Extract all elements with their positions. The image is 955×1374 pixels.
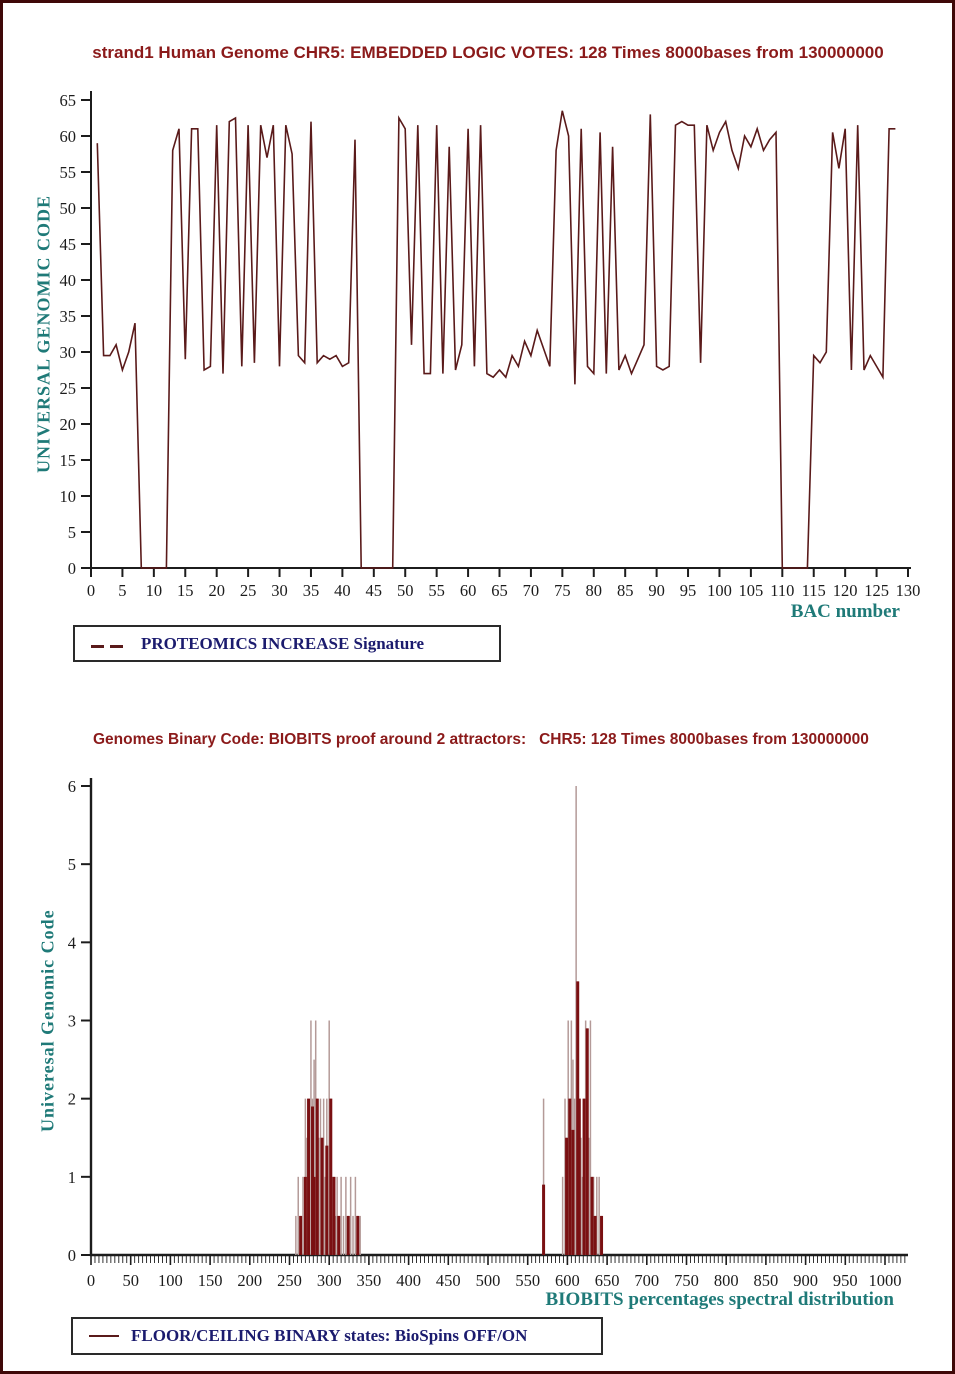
svg-text:0: 0: [67, 559, 76, 578]
svg-text:90: 90: [648, 581, 665, 600]
top-chart-y-axis-label: UNIVERSAL GENOMIC CODE: [33, 194, 54, 474]
svg-text:35: 35: [59, 307, 76, 326]
svg-text:35: 35: [302, 581, 320, 600]
svg-text:75: 75: [554, 581, 571, 600]
svg-text:1000: 1000: [868, 1271, 902, 1290]
bottom-chart-x-axis-label: BIOBITS percentages spectral distribution: [545, 1289, 894, 1310]
bottom-chart-axes: [68, 777, 908, 1290]
svg-text:20: 20: [208, 581, 225, 600]
svg-text:800: 800: [713, 1271, 739, 1290]
svg-text:900: 900: [793, 1271, 818, 1290]
dashed-line-legend-marker: [91, 635, 129, 653]
svg-text:50: 50: [59, 199, 76, 218]
svg-text:65: 65: [491, 581, 508, 600]
svg-text:55: 55: [59, 163, 76, 182]
svg-text:60: 60: [459, 581, 477, 600]
svg-text:25: 25: [59, 379, 76, 398]
svg-text:150: 150: [197, 1271, 223, 1290]
svg-text:55: 55: [428, 581, 445, 600]
svg-text:15: 15: [177, 581, 194, 600]
svg-text:650: 650: [594, 1271, 620, 1290]
svg-text:700: 700: [634, 1271, 660, 1290]
svg-text:10: 10: [145, 581, 163, 600]
svg-text:30: 30: [59, 343, 76, 362]
svg-text:110: 110: [770, 581, 795, 600]
biospins-stem-series: [296, 786, 602, 1255]
svg-text:550: 550: [515, 1271, 541, 1290]
svg-text:80: 80: [585, 581, 603, 600]
top-chart-axes: [60, 91, 921, 600]
svg-text:500: 500: [475, 1271, 501, 1290]
svg-text:2: 2: [67, 1089, 76, 1109]
svg-text:400: 400: [396, 1271, 421, 1290]
top-chart-x-axis-label: BAC number: [790, 601, 900, 622]
top-chart-legend: [73, 625, 501, 662]
svg-text:40: 40: [59, 271, 76, 290]
svg-text:105: 105: [738, 581, 764, 600]
svg-text:30: 30: [271, 581, 288, 600]
svg-text:0: 0: [86, 581, 96, 600]
svg-text:450: 450: [435, 1271, 461, 1290]
proteomics-signature-line: [97, 111, 895, 568]
svg-text:6: 6: [67, 777, 76, 796]
svg-text:950: 950: [832, 1271, 858, 1290]
svg-text:300: 300: [316, 1271, 342, 1290]
svg-text:0: 0: [86, 1271, 96, 1290]
bottom-chart-legend: [71, 1317, 603, 1355]
svg-text:95: 95: [679, 581, 697, 600]
svg-text:15: 15: [59, 451, 76, 470]
svg-text:3: 3: [67, 1011, 76, 1031]
bottom-chart-plot: [3, 758, 955, 1313]
svg-text:5: 5: [67, 523, 76, 542]
dash-icon: [91, 645, 104, 648]
svg-text:45: 45: [365, 581, 383, 600]
svg-text:600: 600: [555, 1271, 580, 1290]
svg-text:100: 100: [158, 1271, 183, 1290]
svg-text:1: 1: [67, 1167, 76, 1187]
svg-text:115: 115: [801, 581, 826, 600]
bottom-chart-legend-label: FLOOR/CEILING BINARY states: BioSpins OFF/ON: [131, 1326, 528, 1345]
svg-text:130: 130: [895, 581, 921, 600]
svg-text:25: 25: [239, 581, 257, 600]
top-chart-legend-label: PROTEOMICS INCREASE Signature: [141, 633, 425, 653]
solid-line-legend-marker: [89, 1335, 119, 1338]
bottom-chart-y-axis-label: Univeresal Genomic Code: [37, 909, 58, 1132]
svg-text:85: 85: [616, 581, 634, 600]
svg-text:125: 125: [864, 581, 889, 600]
svg-text:45: 45: [59, 235, 76, 254]
svg-text:70: 70: [522, 581, 540, 600]
svg-text:4: 4: [67, 933, 76, 953]
top-chart-title: strand1 Human Genome CHR5: EMBEDDED LOGIC VOTES: 128 Times 8000bases from 130000000: [92, 43, 884, 62]
top-chart-plot: [3, 83, 955, 628]
svg-text:0: 0: [67, 1246, 76, 1265]
svg-text:120: 120: [832, 581, 858, 600]
svg-text:65: 65: [59, 91, 76, 110]
svg-text:60: 60: [59, 127, 76, 146]
svg-text:50: 50: [396, 581, 414, 600]
bottom-chart-title: Genomes Binary Code: BIOBITS proof around 2 attractors: CHR5: 128 Times 8000bases from 130000000: [93, 731, 869, 748]
svg-text:250: 250: [277, 1271, 302, 1290]
svg-text:20: 20: [59, 415, 76, 434]
svg-text:200: 200: [237, 1271, 263, 1290]
dash-icon: [110, 645, 123, 648]
svg-text:850: 850: [753, 1271, 779, 1290]
svg-text:10: 10: [59, 487, 76, 506]
svg-text:5: 5: [67, 855, 76, 875]
svg-text:750: 750: [674, 1271, 699, 1290]
svg-text:350: 350: [356, 1271, 382, 1290]
svg-text:100: 100: [707, 581, 732, 600]
svg-text:40: 40: [334, 581, 351, 600]
svg-text:50: 50: [122, 1271, 139, 1290]
svg-text:5: 5: [118, 581, 127, 600]
